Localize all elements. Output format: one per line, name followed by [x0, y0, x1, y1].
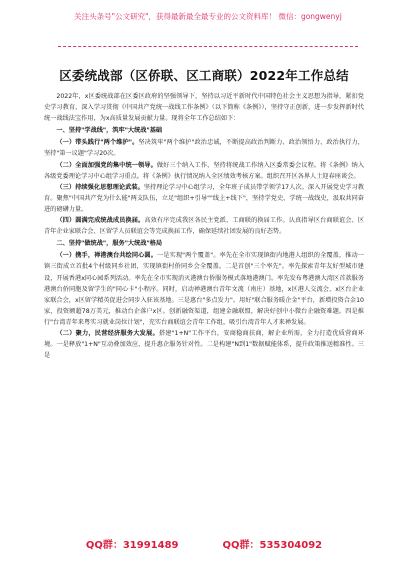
- subheading-2-1: （一）携手，禅港澳台共绘同心圆。: [56, 252, 157, 260]
- banner-divider: [58, 46, 358, 47]
- paragraph-1-2: [44, 160, 364, 182]
- paragraph-text-1-3: 坚持理论学习中心组学习，全年班子成员带学领学17人次。深入开展党史学习教育。聚焦"中国共产党为什么能"两支队伍，立足"组织+引导""线上+线下"，坚持学党史、学统一战线史，汲取共同奋进的磅礴力量。: [44, 183, 364, 213]
- paragraph-text-1-1: 坚决筑牢"两个维护"政治忠诚，不断提高政治判断力、政治领悟力、政治执行力，坚持"第一议题"学习20次。: [44, 139, 364, 158]
- qq-group-2: QQ群：535304092: [222, 540, 323, 551]
- document-body: [44, 91, 364, 361]
- subheading-1-3: （三）持续强化思想理论武装。: [56, 183, 144, 191]
- paragraph-1-1: [44, 137, 364, 159]
- paragraph-text-2-2: 搭建"1+N"工作平台，安商稳商扶商，解企业所需，全力打造优质营商环境。一是释放"1+N"互动叠加效应，提升惠企服务针对性。二是构建"N到1"数据赋能体系，提升政策推送精准性。三是: [44, 329, 365, 360]
- subheading-1-1: （一）带头践行"两个维护"。: [56, 139, 139, 147]
- header-banner: [58, 12, 358, 22]
- paragraph-text-1-4: 高效有序完成我区各民主党派、工商联的换届工作。认真指导区台商联谊会、区青年企业家联合会、区留学人员联谊会等完成换届工作，确保延续社团发展的良好态势。: [44, 217, 365, 236]
- footer-contacts: [0, 536, 408, 551]
- subheading-1-2: （二）全面加强党的集中统一领导。: [56, 161, 157, 169]
- document-title: 区委统战部（区侨联、区工商联）2022年工作总结: [59, 68, 349, 83]
- subheading-1-4: （四）圆满完成统战成员换届。: [56, 217, 145, 225]
- intro-paragraph: 2022年，x区委统战部在区委区政府的坚强领导下，坚持以习近平新时代中国特色社会主义思想为指导，紧扣党史学习教育，深入学习贯彻《中国共产党统一战线工作条例》（以下简称《条例》），坚持守正创新，进一步发挥新时代统一战线法宝作用，为x高质量发展贡献力量。现将全年工作总结如下：: [44, 93, 364, 123]
- paragraph-1-3: [44, 182, 364, 215]
- paragraph-2-1: [44, 250, 364, 328]
- paragraph-text-2-1: 一是实现"两个覆盖"。率先在全市实现镇街内地港人组织的全覆盖，推动一镇三街成立首批4个村级同乡社团，实现镇街村侨同乡会全覆盖。二是首创"三个率先"。率先探索青年友好型城市建设，开展香港x同心园系列活动。率先在全市实现消灭港澳台侨服务模式落地港澳门。率先发布粤港澳大湾区首款服务港澳台侨同胞及留学生的"同心卡"小程序。同时，启动禅港澳台青年文流（南庄）基地，x区港人交流会、x区台企业家联合会，x区留学精英促进会同步入驻该基地。三是惠台"多点发力"。用好"联合服务暖企金"平台，新增投资合金10家，投资额超78万美元，推动台企落户x区。创新融资渠道，组建金融联盟，解决好创中小微台企融资难题。四是推行"台湾青年来粤实习就业岗位计划"，充实台商联谊会青年工作组，吸引台湾青年人才来禅发展。: [44, 252, 364, 326]
- banner-promo-text: 关注头条号"公文研究"，获得最新最全最专业的公文资料库！ 微信：gongwenyj: [74, 12, 342, 21]
- paragraph-text-1-2: 做好三个纳入工作，坚持将统战工作纳入区委常委会议程。将《条例》纳入各级党委理论学习中心组学习重点。将《条例》执行情况纳入全区绩效考核方案。组织召开区各界人士迎春座谈会。: [44, 161, 365, 180]
- paragraph-1-4: [44, 215, 364, 237]
- section-heading-1: 一、坚持"学战线"，筑牢"大统战"基础: [56, 127, 163, 135]
- qq-group-1: QQ群：31991489: [85, 540, 179, 551]
- paragraph-2-2: [44, 328, 364, 361]
- section-heading-2: 二、坚持"做统战"，服务"大统战"格局: [56, 240, 163, 248]
- subheading-2-2: （二）聚力，民营经济服务大发展。: [56, 329, 159, 337]
